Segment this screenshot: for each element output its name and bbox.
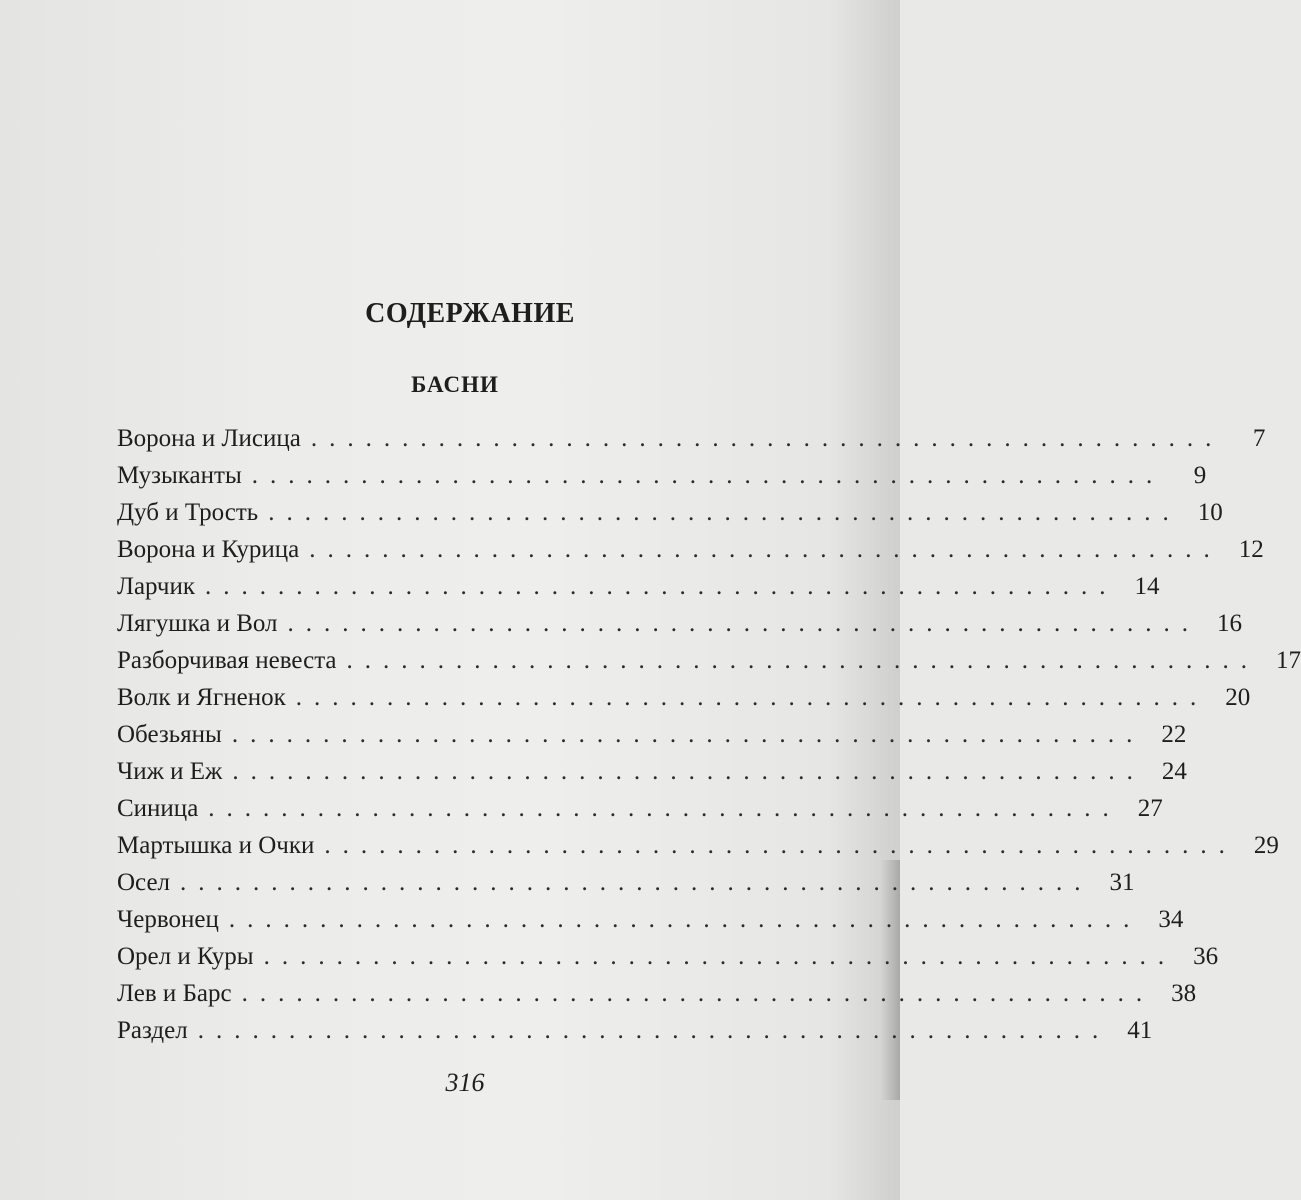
toc-entry-page: 29 xyxy=(1253,832,1279,859)
table-of-contents xyxy=(117,420,1301,1049)
toc-entry xyxy=(117,494,1223,531)
page-number: 316 xyxy=(445,1068,485,1097)
dot-leader: .................................................. xyxy=(346,647,1260,674)
toc-entry-title: Дуб и Трость xyxy=(117,499,259,526)
dot-leader: .................................................. xyxy=(205,573,1118,600)
dot-leader: .................................................. xyxy=(241,980,1155,1007)
section-heading: БАСНИ xyxy=(411,372,499,397)
toc-entry-page: 12 xyxy=(1238,536,1264,563)
dot-leader: .................................................. xyxy=(287,610,1201,637)
toc-entry-title: Волк и Ягненок xyxy=(117,684,286,711)
toc-entry-page: 22 xyxy=(1161,721,1187,748)
toc-entry-page: 41 xyxy=(1127,1017,1153,1044)
toc-entry-title: Осел xyxy=(117,869,171,896)
toc-entry-page: 9 xyxy=(1193,462,1207,489)
toc-entry-page: 36 xyxy=(1193,943,1219,970)
dot-leader: .................................................. xyxy=(295,684,1209,711)
toc-entry-title: Лев и Барс xyxy=(117,980,232,1007)
dot-leader: .................................................. xyxy=(228,906,1142,933)
toc-entry-title: Ворона и Лисица xyxy=(117,425,301,452)
dot-leader: .................................................. xyxy=(251,462,1165,489)
toc-entry-title: Ворона и Курица xyxy=(117,536,300,563)
dot-leader: .................................................. xyxy=(180,869,1093,896)
toc-entry-page: 7 xyxy=(1252,425,1266,452)
toc-entry-title: Разборчивая невеста xyxy=(117,647,337,674)
dot-leader: .................................................. xyxy=(324,832,1237,859)
dot-leader: .................................................. xyxy=(268,499,1181,526)
toc-entry xyxy=(117,457,1207,494)
toc-entry-page: 31 xyxy=(1109,869,1135,896)
toc-entry-title: Червонец xyxy=(117,906,219,933)
toc-entry-title: Ларчик xyxy=(117,573,196,600)
dot-leader: .................................................. xyxy=(197,1017,1111,1044)
toc-entry xyxy=(117,790,1163,827)
toc-entry xyxy=(117,753,1187,790)
toc-entry-title: Музыканты xyxy=(117,462,242,489)
dot-leader: .................................................. xyxy=(263,943,1177,970)
toc-entry-page: 10 xyxy=(1197,499,1223,526)
toc-entry xyxy=(117,864,1135,901)
toc-entry xyxy=(117,531,1264,568)
toc-entry xyxy=(117,420,1266,457)
toc-entry-page: 34 xyxy=(1158,906,1184,933)
toc-entry xyxy=(117,938,1219,975)
toc-entry xyxy=(117,642,1301,679)
toc-entry-title: Синица xyxy=(117,795,199,822)
dot-leader: .................................................. xyxy=(231,721,1145,748)
toc-entry-page: 17 xyxy=(1276,647,1301,674)
toc-entry xyxy=(117,975,1197,1012)
toc-entry-page: 20 xyxy=(1225,684,1251,711)
toc-entry-title: Обезьяны xyxy=(117,721,222,748)
dot-leader: .................................................. xyxy=(208,795,1121,822)
toc-entry xyxy=(117,605,1243,642)
toc-entry-title: Лягушка и Вол xyxy=(117,610,278,637)
dot-leader: .................................................. xyxy=(232,758,1145,785)
toc-entry xyxy=(117,679,1251,716)
contents-heading: СОДЕРЖАНИЕ xyxy=(365,298,575,329)
toc-entry-page: 16 xyxy=(1217,610,1243,637)
dot-leader: .................................................. xyxy=(310,425,1224,452)
toc-entry xyxy=(117,568,1160,605)
toc-entry-page: 38 xyxy=(1171,980,1197,1007)
toc-entry-page: 24 xyxy=(1161,758,1187,785)
toc-entry-title: Раздел xyxy=(117,1017,188,1044)
toc-entry-title: Мартышка и Очки xyxy=(117,832,315,859)
toc-entry xyxy=(117,901,1184,938)
dot-leader: .................................................. xyxy=(309,536,1222,563)
toc-entry xyxy=(117,827,1279,864)
toc-entry-page: 14 xyxy=(1134,573,1160,600)
toc-entry xyxy=(117,716,1187,753)
toc-entry-title: Чиж и Еж xyxy=(117,758,223,785)
toc-entry xyxy=(117,1012,1153,1049)
toc-entry-title: Орел и Куры xyxy=(117,943,254,970)
toc-entry-page: 27 xyxy=(1137,795,1163,822)
